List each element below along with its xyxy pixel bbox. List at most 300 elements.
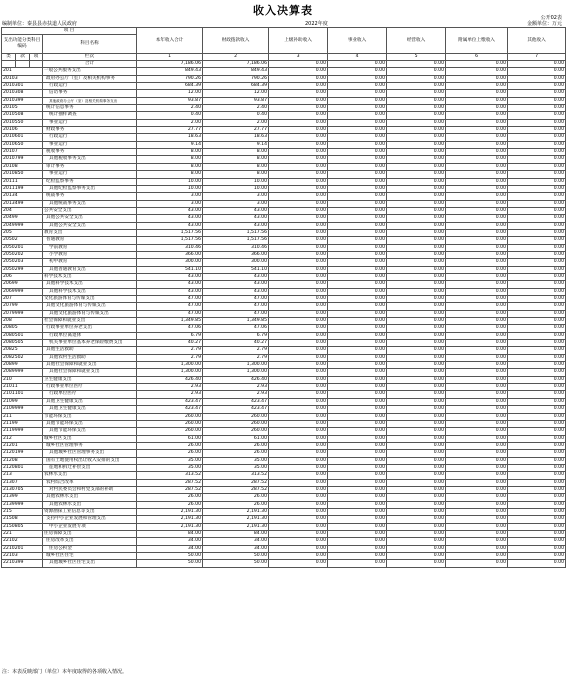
row-col-7: 0.00 [508, 171, 566, 178]
row-col-4: 0.00 [328, 435, 387, 442]
compiling-unit [2, 20, 77, 27]
row-col-2: 47.00 [203, 303, 269, 310]
row-col-3: 0.00 [269, 310, 328, 317]
row-col-3: 0.00 [269, 127, 328, 134]
table-row [2, 303, 566, 310]
row-col-5: 0.00 [387, 523, 446, 530]
row-code: 2069999 [2, 288, 43, 295]
row-col-2: 35.00 [203, 464, 269, 471]
row-col-4: 0.00 [328, 149, 387, 156]
row-col-4: 0.00 [328, 90, 387, 97]
row-col-3: 0.00 [269, 472, 328, 479]
row-col-6: 0.00 [446, 119, 508, 126]
row-code: 21307 [2, 479, 43, 486]
total-blank [16, 61, 30, 68]
row-code: 20107 [2, 149, 43, 156]
row-col-5: 0.00 [387, 149, 446, 156]
header-item: 项 目 [2, 28, 137, 35]
row-col-7: 0.00 [508, 413, 566, 420]
row-subject-name: 学前教育 [43, 244, 137, 251]
row-code: 2120199 [2, 450, 43, 457]
row-col-3: 0.00 [269, 369, 328, 376]
row-col-4: 0.00 [328, 83, 387, 90]
row-col-4: 0.00 [328, 141, 387, 148]
row-code: 2150805 [2, 523, 43, 530]
row-col-4: 0.00 [328, 325, 387, 332]
row-subject-name: 其他城乡社区管理事务支出 [43, 450, 137, 457]
row-col-6: 0.00 [446, 428, 508, 435]
row-code: 20899 [2, 362, 43, 369]
row-col-7: 0.00 [508, 193, 566, 200]
row-col-3: 0.00 [269, 222, 328, 229]
row-subject-name: 其他社会保障和就业支出 [43, 369, 137, 376]
row-col-3: 0.00 [269, 193, 328, 200]
row-col-6: 0.00 [446, 516, 508, 523]
row-code: 204 [2, 207, 43, 214]
row-col-6: 0.00 [446, 288, 508, 295]
row-col-6: 0.00 [446, 112, 508, 119]
row-col-6: 0.00 [446, 244, 508, 251]
row-col-7: 0.00 [508, 273, 566, 280]
row-col-5: 0.00 [387, 376, 446, 383]
row-col-3: 0.00 [269, 273, 328, 280]
row-col-2: 50.00 [203, 560, 269, 567]
row-col-3: 0.00 [269, 68, 328, 75]
revenue-table [1, 27, 566, 568]
table-row [2, 134, 566, 141]
row-code: 20699 [2, 281, 43, 288]
row-col-1: 2,191.30 [137, 523, 203, 530]
row-col-3: 0.00 [269, 259, 328, 266]
row-subject-name: 支持中小企业发展和管理支出 [43, 516, 137, 523]
row-code: 205 [2, 229, 43, 236]
table-row [2, 310, 566, 317]
table-row [2, 560, 566, 567]
row-col-3: 0.00 [269, 420, 328, 427]
row-code: 20103 [2, 75, 43, 82]
row-col-6: 0.00 [446, 141, 508, 148]
row-code: 2010601 [2, 134, 43, 141]
row-col-7: 0.00 [508, 178, 566, 185]
row-col-6: 0.00 [446, 340, 508, 347]
row-col-7: 0.00 [508, 428, 566, 435]
row-col-1: 93.87 [137, 97, 203, 104]
row-col-1: 40.27 [137, 340, 203, 347]
row-col-2: 47.00 [203, 296, 269, 303]
row-code: 201 [2, 68, 43, 75]
row-col-7: 0.00 [508, 435, 566, 442]
row-col-3: 0.00 [269, 97, 328, 104]
row-col-1: 684.39 [137, 83, 203, 90]
row-col-6: 0.00 [446, 538, 508, 545]
row-subject-name: 其他文化旅游体育与传媒支出 [43, 303, 137, 310]
row-col-5: 0.00 [387, 413, 446, 420]
row-col-4: 0.00 [328, 479, 387, 486]
row-col-1: 310.46 [137, 244, 203, 251]
row-col-4: 0.00 [328, 413, 387, 420]
table-row [2, 75, 566, 82]
row-col-1: 61.00 [137, 435, 203, 442]
row-col-6: 0.00 [446, 83, 508, 90]
row-col-3: 0.00 [269, 464, 328, 471]
row-col-5: 0.00 [387, 347, 446, 354]
row-col-5: 0.00 [387, 244, 446, 251]
row-col-6: 0.00 [446, 347, 508, 354]
row-col-3: 0.00 [269, 134, 328, 141]
row-code: 2010850 [2, 171, 43, 178]
row-col-7: 0.00 [508, 296, 566, 303]
row-col-3: 0.00 [269, 251, 328, 258]
row-col-3: 0.00 [269, 391, 328, 398]
row-col-1: 9.14 [137, 141, 203, 148]
table-row [2, 296, 566, 303]
row-col-4: 0.00 [328, 273, 387, 280]
row-col-1: 300.00 [137, 259, 203, 266]
row-col-6: 0.00 [446, 450, 508, 457]
row-col-2: 43.00 [203, 207, 269, 214]
row-col-5: 0.00 [387, 83, 446, 90]
row-col-3: 0.00 [269, 340, 328, 347]
row-code: 2082502 [2, 354, 43, 361]
row-col-1: 1,300.00 [137, 369, 203, 376]
row-col-3: 0.00 [269, 244, 328, 251]
row-col-5: 0.00 [387, 222, 446, 229]
row-col-6: 0.00 [446, 531, 508, 538]
row-col-6: 0.00 [446, 185, 508, 192]
row-col-5: 0.00 [387, 450, 446, 457]
row-code: 2010308 [2, 90, 43, 97]
row-col-7: 0.00 [508, 83, 566, 90]
row-col-4: 0.00 [328, 303, 387, 310]
row-col-7: 0.00 [508, 479, 566, 486]
row-code: 2010650 [2, 141, 43, 148]
header-col-3: 上级补助收入 [269, 28, 328, 54]
row-subject-name: 农林水支出 [43, 472, 137, 479]
row-subject-name: 行政单位离退休 [43, 332, 137, 339]
row-col-1: 47.00 [137, 296, 203, 303]
row-col-4: 0.00 [328, 545, 387, 552]
table-row [2, 406, 566, 413]
table-row [2, 237, 566, 244]
row-subject-name: 事业运行 [43, 141, 137, 148]
row-col-4: 0.00 [328, 296, 387, 303]
row-col-5: 0.00 [387, 354, 446, 361]
row-col-5: 0.00 [387, 531, 446, 538]
row-col-7: 0.00 [508, 494, 566, 501]
row-col-1: 1,300.00 [137, 362, 203, 369]
table-row [2, 516, 566, 523]
row-code: 20502 [2, 237, 43, 244]
row-col-4: 0.00 [328, 450, 387, 457]
row-col-6: 0.00 [446, 406, 508, 413]
row-subject-name: 行政单位医疗 [43, 391, 137, 398]
row-col-1: 423.47 [137, 398, 203, 405]
row-col-2: 287.52 [203, 479, 269, 486]
row-col-4: 0.00 [328, 75, 387, 82]
table-row [2, 472, 566, 479]
row-col-6: 0.00 [446, 494, 508, 501]
row-code: 22102 [2, 538, 43, 545]
row-col-3: 0.00 [269, 141, 328, 148]
row-col-2: 8.00 [203, 156, 269, 163]
row-col-3: 0.00 [269, 553, 328, 560]
row-code: 20111 [2, 178, 43, 185]
row-col-3: 0.00 [269, 486, 328, 493]
row-col-7: 0.00 [508, 464, 566, 471]
row-col-6: 0.00 [446, 384, 508, 391]
row-col-4: 0.00 [328, 318, 387, 325]
row-col-3: 0.00 [269, 494, 328, 501]
row-code: 2101101 [2, 391, 43, 398]
row-col-5: 0.00 [387, 560, 446, 567]
row-col-6: 0.00 [446, 215, 508, 222]
row-col-5: 0.00 [387, 141, 446, 148]
row-subject-name: 机关事业单位基本养老保险缴费支出 [43, 340, 137, 347]
row-col-6: 0.00 [446, 398, 508, 405]
row-col-7: 0.00 [508, 501, 566, 508]
row-col-5: 0.00 [387, 486, 446, 493]
header-col-1: 本年收入合计 [137, 28, 203, 54]
row-col-7: 0.00 [508, 376, 566, 383]
row-col-6: 0.00 [446, 273, 508, 280]
row-col-1: 541.10 [137, 266, 203, 273]
table-row [2, 112, 566, 119]
row-col-5: 0.00 [387, 457, 446, 464]
row-col-4: 0.00 [328, 486, 387, 493]
row-col-1: 6.79 [137, 332, 203, 339]
row-col-2: 2.40 [203, 105, 269, 112]
row-col-2: 1,517.56 [203, 229, 269, 236]
row-col-7: 0.00 [508, 340, 566, 347]
row-col-5: 0.00 [387, 406, 446, 413]
row-col-4: 0.00 [328, 251, 387, 258]
row-subject-name: 统计抽样调查 [43, 112, 137, 119]
table-row [2, 68, 566, 75]
row-code: 2010550 [2, 119, 43, 126]
row-subject-name: 其他科学技术支出 [43, 281, 137, 288]
row-col-1: 260.00 [137, 420, 203, 427]
row-col-7: 0.00 [508, 207, 566, 214]
row-col-2: 43.00 [203, 273, 269, 280]
row-code: 2010799 [2, 156, 43, 163]
row-code: 2130705 [2, 486, 43, 493]
row-col-5: 0.00 [387, 398, 446, 405]
money-unit: 金额单位：万元 [526, 21, 562, 27]
table-row [2, 464, 566, 471]
table-row [2, 149, 566, 156]
row-col-1: 8.00 [137, 163, 203, 170]
row-col-3: 0.00 [269, 90, 328, 97]
row-col-4: 0.00 [328, 127, 387, 134]
row-col-4: 0.00 [328, 259, 387, 266]
row-subject-name: 其他农林水支出 [43, 501, 137, 508]
total-col-6: 0.00 [446, 61, 508, 68]
row-col-1: 1,517.56 [137, 237, 203, 244]
row-col-7: 0.00 [508, 450, 566, 457]
table-row [2, 545, 566, 552]
row-col-3: 0.00 [269, 296, 328, 303]
row-col-5: 0.00 [387, 237, 446, 244]
row-col-3: 0.00 [269, 442, 328, 449]
table-row [2, 376, 566, 383]
row-col-2: 47.06 [203, 325, 269, 332]
table-row [2, 494, 566, 501]
row-col-2: 3.00 [203, 200, 269, 207]
row-col-5: 0.00 [387, 318, 446, 325]
row-col-5: 0.00 [387, 479, 446, 486]
row-subject-name: 政府办公厅（室）及相关机构事务 [43, 75, 137, 82]
table-row [2, 215, 566, 222]
row-subject-name: 其他卫生健康支出 [43, 406, 137, 413]
row-col-2: 790.26 [203, 75, 269, 82]
row-subject-name: 其他政府办公厅（室）及相关机构事务支出 [43, 97, 137, 104]
row-col-2: 541.10 [203, 266, 269, 273]
row-subject-name: 其他生活救助 [43, 347, 137, 354]
table-row [2, 435, 566, 442]
row-col-2: 43.00 [203, 281, 269, 288]
row-col-3: 0.00 [269, 266, 328, 273]
row-col-6: 0.00 [446, 332, 508, 339]
row-col-4: 0.00 [328, 178, 387, 185]
row-col-3: 0.00 [269, 516, 328, 523]
row-col-6: 0.00 [446, 251, 508, 258]
row-col-1: 849.43 [137, 68, 203, 75]
row-col-5: 0.00 [387, 472, 446, 479]
header-subject-name: 科目名称 [43, 35, 137, 54]
row-col-4: 0.00 [328, 288, 387, 295]
row-subject-name: 城乡社区管理事务 [43, 442, 137, 449]
row-col-7: 0.00 [508, 288, 566, 295]
row-col-3: 0.00 [269, 457, 328, 464]
row-col-5: 0.00 [387, 134, 446, 141]
table-row [2, 244, 566, 251]
table-body [2, 61, 566, 568]
row-col-5: 0.00 [387, 508, 446, 515]
row-col-2: 2,191.30 [203, 516, 269, 523]
table-row [2, 508, 566, 515]
row-col-7: 0.00 [508, 472, 566, 479]
row-col-3: 0.00 [269, 83, 328, 90]
row-col-4: 0.00 [328, 472, 387, 479]
row-code: 2080505 [2, 340, 43, 347]
row-code: 2050299 [2, 266, 43, 273]
row-col-3: 0.00 [269, 413, 328, 420]
table-row [2, 340, 566, 347]
header-kuan: 款 [16, 54, 30, 61]
row-subject-name: 公共安全支出 [43, 207, 137, 214]
total-col-1: 7,186.06 [137, 61, 203, 68]
form-code: 公开02表 [540, 15, 562, 21]
row-col-5: 0.00 [387, 156, 446, 163]
row-subject-name: 住房保障支出 [43, 531, 137, 538]
row-col-2: 300.00 [203, 259, 269, 266]
row-subject-name: 普通教育 [43, 237, 137, 244]
row-col-3: 0.00 [269, 325, 328, 332]
row-col-5: 0.00 [387, 266, 446, 273]
row-col-2: 2.00 [203, 119, 269, 126]
row-col-7: 0.00 [508, 149, 566, 156]
row-col-4: 0.00 [328, 171, 387, 178]
table-row [2, 428, 566, 435]
row-col-3: 0.00 [269, 362, 328, 369]
row-col-3: 0.00 [269, 229, 328, 236]
table-row [2, 127, 566, 134]
row-col-7: 0.00 [508, 259, 566, 266]
row-col-6: 0.00 [446, 281, 508, 288]
row-code: 213 [2, 472, 43, 479]
row-col-5: 0.00 [387, 296, 446, 303]
row-col-1: 43.00 [137, 273, 203, 280]
row-col-6: 0.00 [446, 266, 508, 273]
total-col-2: 7,186.06 [203, 61, 269, 68]
row-subject-name: 行政运行 [43, 83, 137, 90]
header-line-label: 栏次 [43, 54, 137, 61]
row-col-3: 0.00 [269, 112, 328, 119]
row-col-1: 313.52 [137, 472, 203, 479]
row-code: 2050203 [2, 259, 43, 266]
row-code: 2050202 [2, 251, 43, 258]
table-row [2, 281, 566, 288]
row-col-7: 0.00 [508, 538, 566, 545]
row-col-6: 0.00 [446, 200, 508, 207]
row-col-2: 84.00 [203, 531, 269, 538]
row-col-3: 0.00 [269, 156, 328, 163]
row-col-7: 0.00 [508, 90, 566, 97]
row-col-6: 0.00 [446, 442, 508, 449]
row-code: 20106 [2, 127, 43, 134]
row-subject-name: 其他公共安全支出 [43, 215, 137, 222]
row-col-4: 0.00 [328, 369, 387, 376]
table-row [2, 523, 566, 530]
row-col-4: 0.00 [328, 553, 387, 560]
row-code: 212 [2, 435, 43, 442]
row-col-7: 0.00 [508, 391, 566, 398]
row-col-6: 0.00 [446, 545, 508, 552]
table-row [2, 156, 566, 163]
row-col-7: 0.00 [508, 134, 566, 141]
row-col-6: 0.00 [446, 318, 508, 325]
row-col-7: 0.00 [508, 200, 566, 207]
row-col-6: 0.00 [446, 354, 508, 361]
row-col-5: 0.00 [387, 442, 446, 449]
row-col-2: 50.00 [203, 553, 269, 560]
row-col-7: 0.00 [508, 185, 566, 192]
row-col-7: 0.00 [508, 508, 566, 515]
row-col-7: 0.00 [508, 560, 566, 567]
table-row [2, 83, 566, 90]
row-col-3: 0.00 [269, 376, 328, 383]
total-row [2, 61, 566, 68]
row-col-1: 260.00 [137, 428, 203, 435]
row-col-1: 287.52 [137, 486, 203, 493]
row-col-7: 0.00 [508, 362, 566, 369]
row-code: 2089999 [2, 369, 43, 376]
row-subject-name: 国有土地使用权出让收入安排的支出 [43, 457, 137, 464]
row-col-1: 26.00 [137, 494, 203, 501]
row-col-2: 260.00 [203, 413, 269, 420]
row-col-1: 43.00 [137, 281, 203, 288]
row-col-4: 0.00 [328, 215, 387, 222]
row-col-2: 34.00 [203, 545, 269, 552]
row-col-4: 0.00 [328, 156, 387, 163]
row-col-2: 684.39 [203, 83, 269, 90]
table-row [2, 486, 566, 493]
row-col-2: 426.40 [203, 376, 269, 383]
table-row [2, 325, 566, 332]
row-subject-name: 住房公积金 [43, 545, 137, 552]
row-col-7: 0.00 [508, 105, 566, 112]
row-col-2: 10.00 [203, 185, 269, 192]
